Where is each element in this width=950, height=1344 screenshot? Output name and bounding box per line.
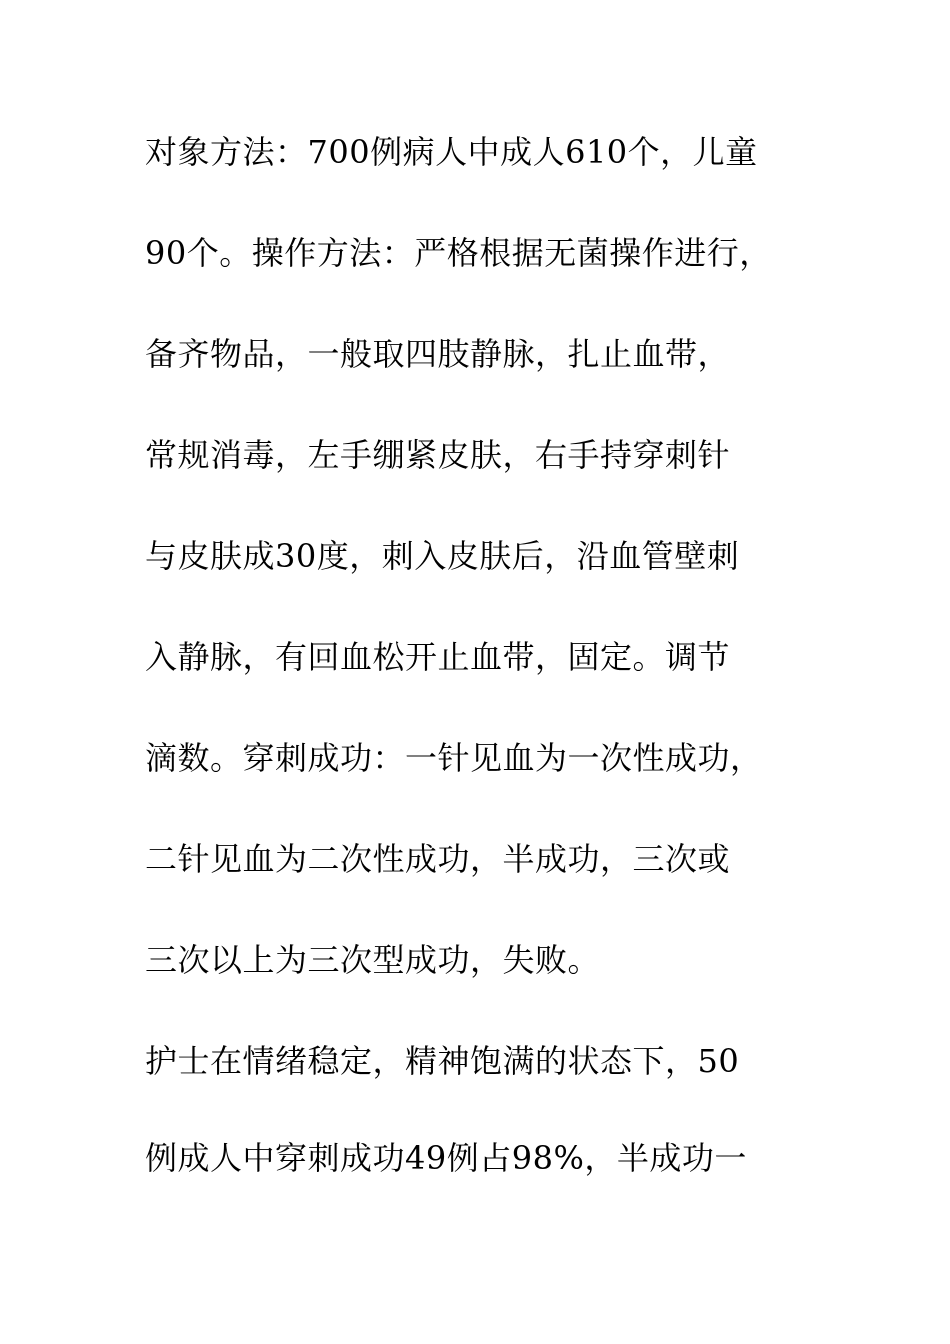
text-line: 与皮肤成30度，刺入皮肤后，沿血管壁刺	[145, 537, 740, 575]
text-line: 入静脉，有回血松开止血带，固定。调节	[145, 638, 731, 676]
text-line: 三次以上为三次型成功，失败。	[145, 941, 601, 979]
text-line: 护士在情绪稳定，精神饱满的状态下，50	[145, 1042, 740, 1080]
text-line: 常规消毒，左手绷紧皮肤，右手持穿刺针	[145, 436, 731, 474]
text-line: 备齐物品，一般取四肢静脉，扎止血带，	[145, 335, 731, 373]
text-line: 二针见血为二次性成功，半成功，三次或	[145, 840, 731, 878]
text-line: 例成人中穿刺成功49例占98%，半成功一	[145, 1139, 747, 1177]
text-line: 滴数。穿刺成功：一针见血为一次性成功，	[145, 739, 763, 777]
text-line: 对象方法：700例病人中成人610个，儿童	[145, 133, 758, 171]
text-line: 90个。操作方法：严格根据无菌操作进行，	[145, 234, 772, 272]
